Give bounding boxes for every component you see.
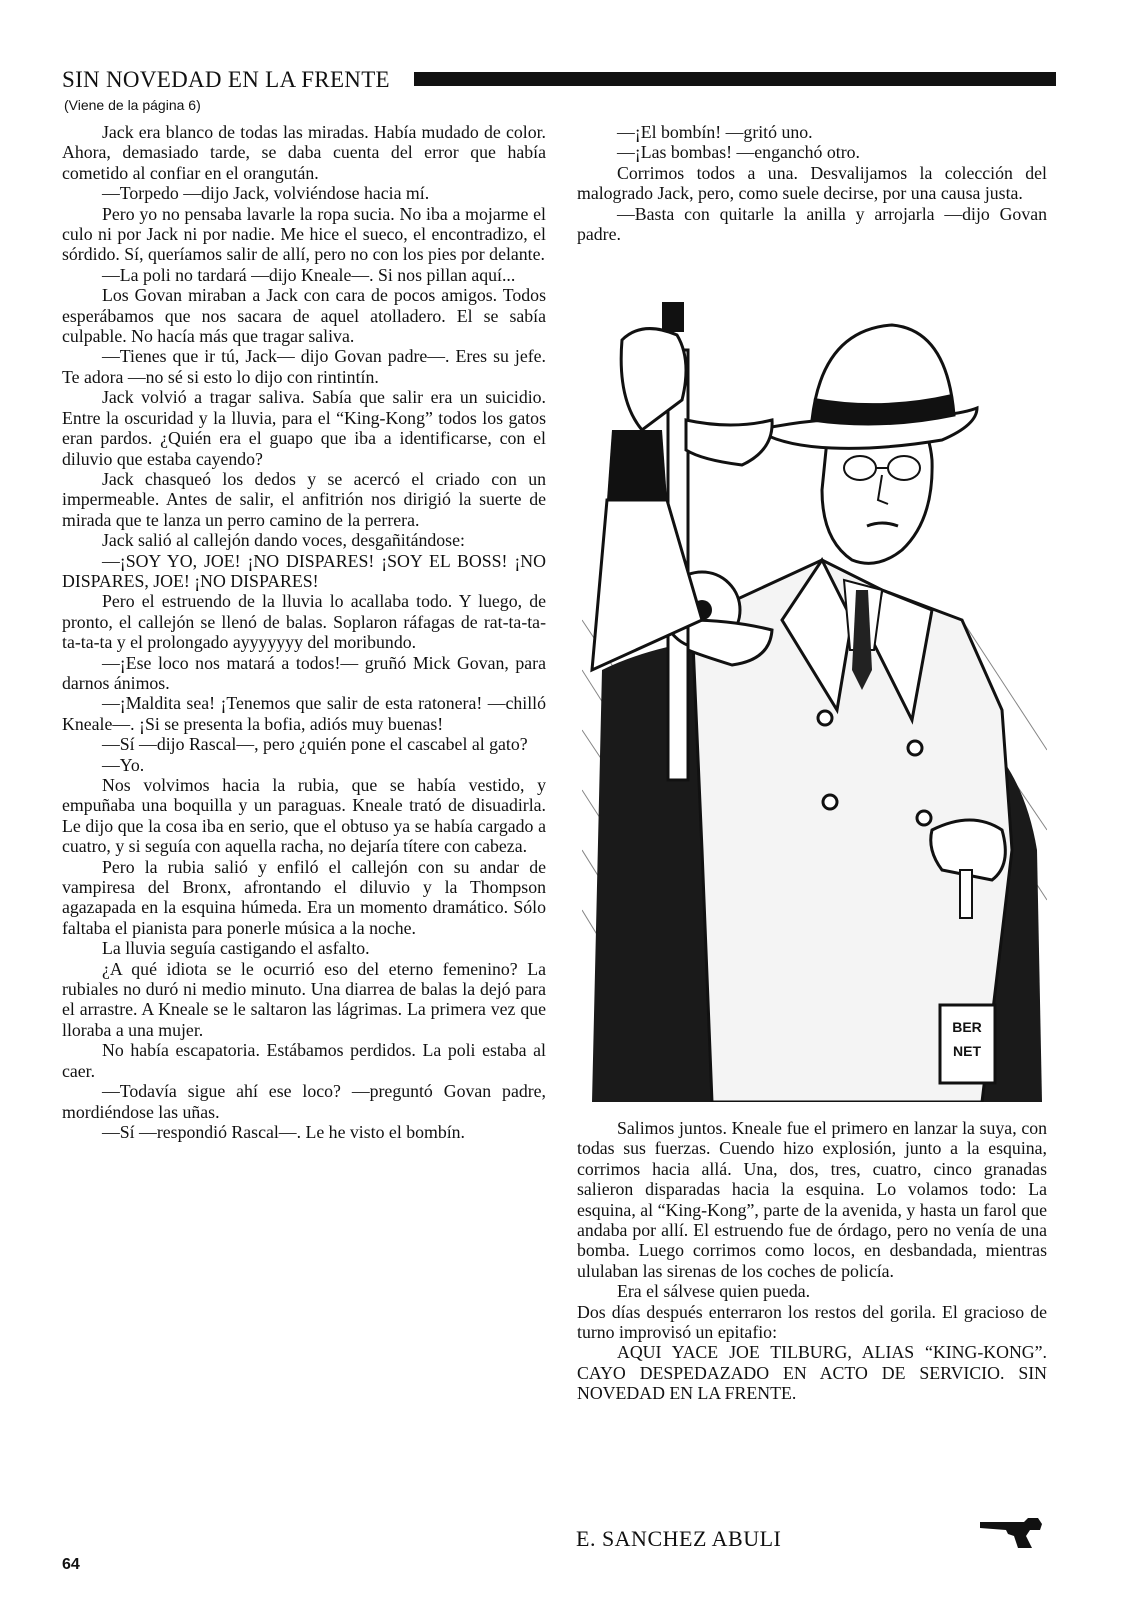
paragraph: Era el sálvese quien pueda.	[617, 1281, 811, 1302]
paragraph: Pero yo no pensaba lavarle la ropa sucia. No iba a mojarme el culo ni por Jack ni por nadie. Me hice el sueco, el encontradizo, el sórdido. Sí, queríamos salir de allí, pero no con los pies por delante.	[62, 203, 546, 265]
paragraph: —La poli no tardará —dijo Kneale—. Si nos pillan aquí...	[102, 264, 516, 285]
paragraph: Los Govan miraban a Jack con cara de pocos amigos. Todos esperábamos que nos sacara de aquel atolladero. El se sabía culpable. No hacía más que tragar saliva.	[62, 285, 546, 347]
paragraph: Jack era blanco de todas las miradas. Había mudado de color. Ahora, demasiado tarde, se daba cuenta del error que había cometido al confiar en el orangután.	[62, 122, 546, 183]
paragraph: —Sí —dijo Rascal—, pero ¿quién pone el cascabel al gato?	[102, 734, 528, 755]
paragraph: Nos volvimos hacia la rubia, que se había vestido, y empuñaba una boquilla y un paraguas. Kneale trató de disuadirla. Le dijo que la cosa iba en serio, que el obtuso ya se había cargado a cuatro, y si seguía con aquella racha, no dejaría títere con cabeza.	[62, 775, 546, 857]
paragraph: Pero la rubia salió y enfiló el callejón con su andar de vampiresa del Bronx, afrontando el diluvio y la Thompson agazapada en la esquina húmeda. Era un momento dramático. Sólo faltaba el pianista para ponerle música a la noche.	[62, 856, 546, 938]
svg-text:BER: BER	[952, 1019, 982, 1035]
title-rule	[414, 72, 1056, 86]
article-title: SIN NOVEDAD EN LA FRENTE	[62, 67, 390, 92]
paragraph: La lluvia seguía castigando el asfalto.	[102, 938, 370, 959]
paragraph: —¡Maldita sea! ¡Tenemos que salir de esta ratonera! —chilló Kneale—. ¡Si se presenta la bofia, adiós muy buenas!	[62, 693, 546, 734]
paragraph: —Tienes que ir tú, Jack— dijo Govan padre—. Eres su jefe. Te adora —no sé si esto lo dijo con rintintín.	[62, 346, 546, 387]
paragraph: Corrimos todos a una. Desvalijamos la colección del malogrado Jack, pero, como suele decirse, por una causa justa.	[577, 162, 1047, 204]
paragraph: —Todavía sigue ahí ese loco? —preguntó Govan padre, mordiéndose las uñas.	[62, 1081, 546, 1122]
paragraph: —Basta con quitarle la anilla y arrojarla —dijo Govan padre.	[577, 203, 1047, 245]
paragraph: Jack salió al callejón dando voces, desgañitándose:	[102, 530, 465, 551]
left-column	[62, 122, 546, 1142]
paragraph: Jack volvió a tragar saliva. Sabía que salir era un suicidio. Entre la oscuridad y la lluvia, para el “King-Kong” todos los gatos eran pardos. ¿Quién era el guapo que iba a identificarse, con el diluvio que estaba cayendo?	[62, 387, 546, 469]
paragraph: Jack chasqueó los dedos y se acercó el criado con un impermeable. Antes de salir, el anfitrión nos dirigió la suerte de mirada que te lanza un perro camino de la perrera.	[62, 468, 546, 530]
right-column-top	[577, 122, 1047, 244]
page-number: 64	[62, 1556, 80, 1573]
article-header	[62, 66, 1062, 96]
paragraph: —¡Ese loco nos matará a todos!— gruñó Mick Govan, para darnos ánimos.	[62, 652, 546, 693]
author-signature: E. SANCHEZ ABULI	[576, 1526, 782, 1551]
right-column-bottom	[577, 1118, 1047, 1404]
paragraph: Dos días después enterraron los restos del gorila. El gracioso de turno improvisó un epitafio:	[577, 1301, 1047, 1343]
svg-text:NET: NET	[953, 1043, 981, 1059]
paragraph: —¡El bombín! —gritó uno.	[617, 122, 813, 142]
revolver-icon	[978, 1516, 1044, 1550]
paragraph: —Torpedo —dijo Jack, volviéndose hacia mí.	[102, 183, 430, 204]
gangster-illustration	[582, 290, 1047, 1102]
paragraph: —Yo.	[102, 754, 145, 775]
paragraph: Salimos juntos. Kneale fue el primero en lanzar la suya, con todas sus fuerzas. Cuendo hizo explosión, junto a la esquina, corrimos hacia allá. Una, dos, tres, cuatro, cinco granadas salieron disparadas hacia la esquina. Lo volamos todo: La esquina, al “King-Kong”, parte de la avenida, y hasta un farol que andaba por allí. El estruendo fue de órdago, pero no venía de una bomba. Luego corrimos como locos, en desbandada, mientras ululaban las sirenas de los coches de policía.	[577, 1118, 1047, 1281]
paragraph: Pero el estruendo de la lluvia lo acallaba todo. Y luego, de pronto, el callejón se llenó de balas. Soplaron ráfagas de rat-ta-ta-ta-ta-ta y el prolongado ayyyyyyy del moribundo.	[62, 591, 546, 653]
paragraph: No había escapatoria. Estábamos perdidos. La poli estaba al caer.	[62, 1040, 546, 1081]
paragraph: —¡SOY YO, JOE! ¡NO DISPARES! ¡SOY EL BOSS! ¡NO DISPARES, JOE! ¡NO DISPARES!	[62, 550, 546, 591]
paragraph: —¡Las bombas! —enganchó otro.	[617, 142, 860, 163]
epitaph: AQUI YACE JOE TILBURG, ALIAS “KING-KONG”. CAYO DESPEDAZADO EN ACTO DE SERVICIO. SIN NOVEDAD EN LA FRENTE.	[577, 1342, 1047, 1404]
continuation-note: (Viene de la página 6)	[64, 97, 201, 113]
paragraph: ¿A qué idiota se le ocurrió eso del eterno femenino? La rubiales no duró ni medio minuto. Una diarrea de balas la dejó para el arrastre. A Kneale se le saltaron las lágrimas. La primera vez que lloraba a una mujer.	[62, 958, 546, 1040]
paragraph: —Sí —respondió Rascal—. Le he visto el bombín.	[102, 1121, 465, 1142]
